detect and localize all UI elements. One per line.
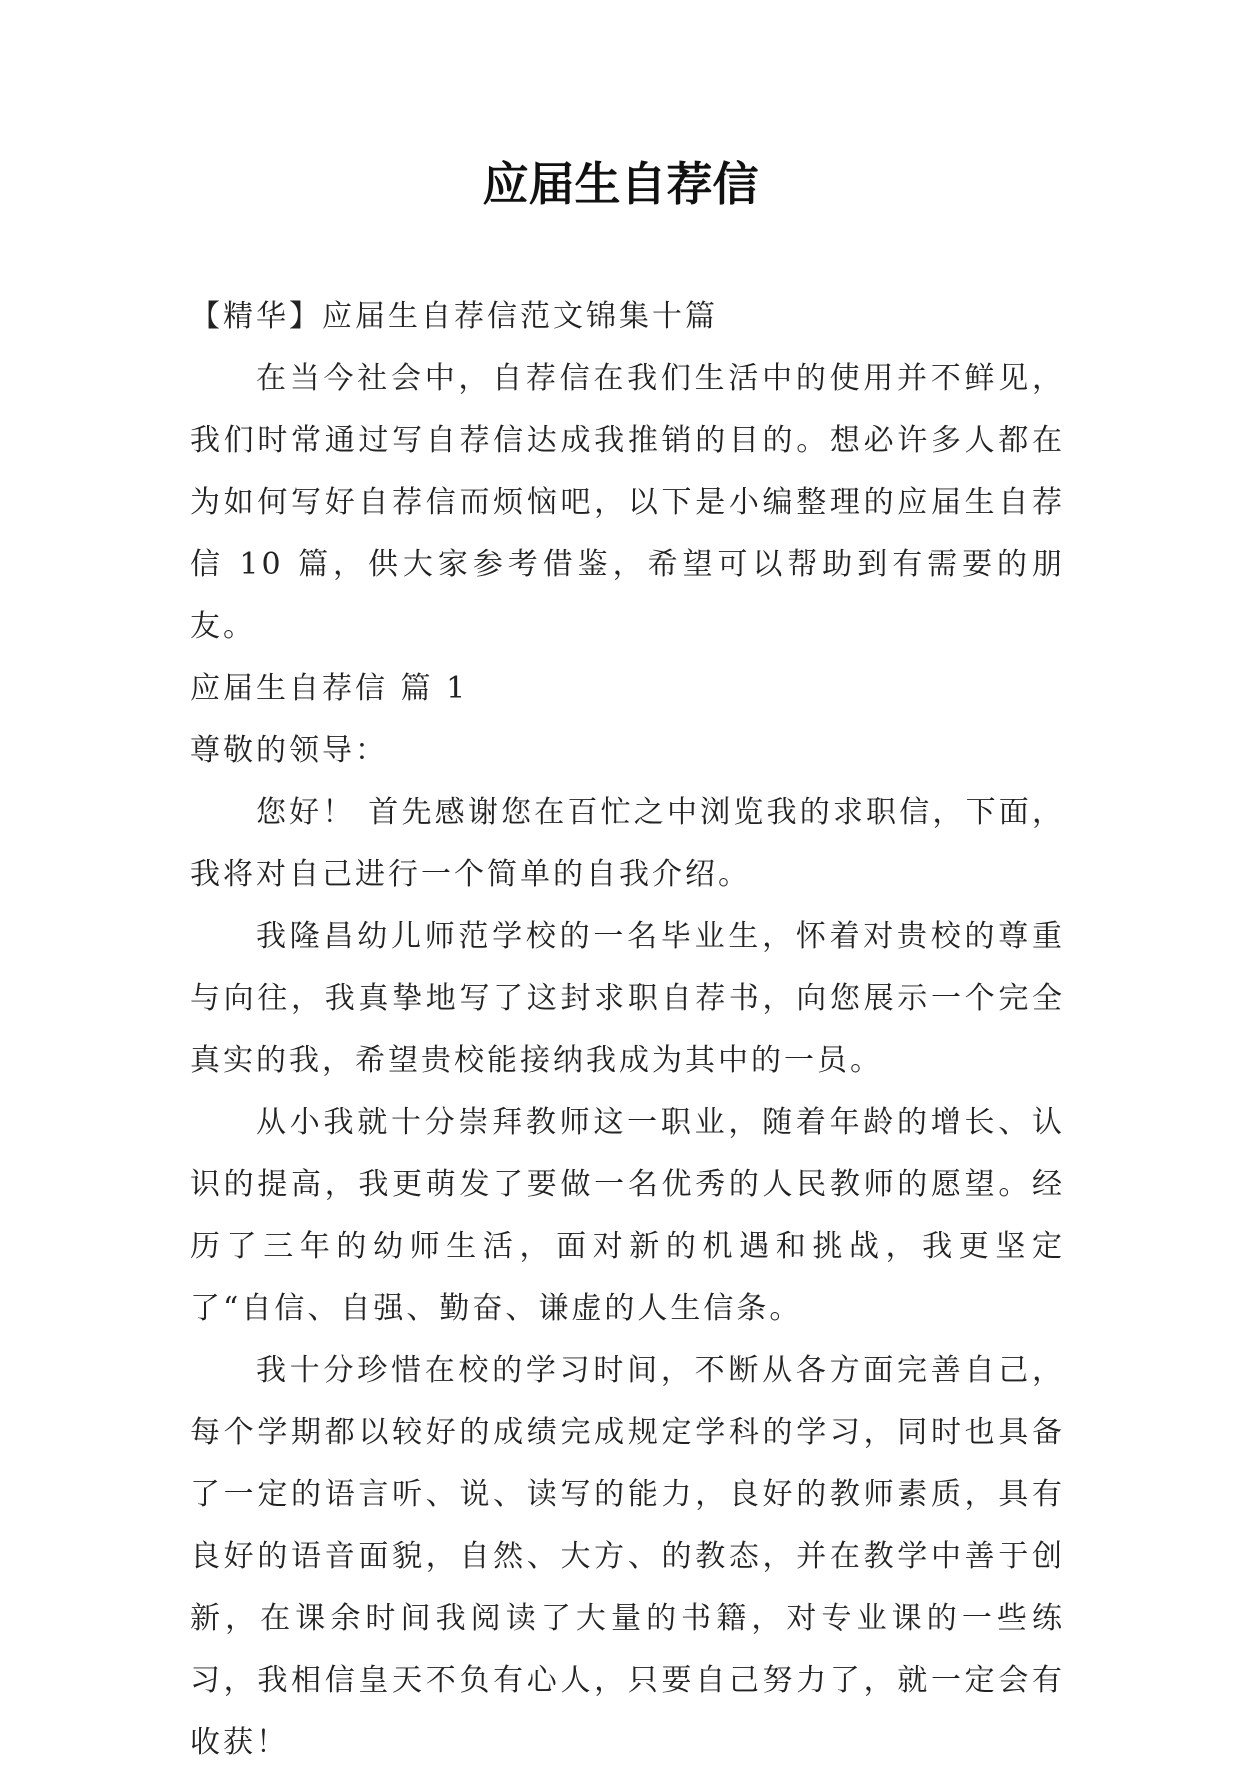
salutation: 尊敬的领导： [190,733,388,768]
document-title: 应届生自荐信 [482,157,759,211]
section-heading: 应届生自荐信 篇 1 [190,671,469,706]
document-body [190,286,1065,1774]
body-paragraph: 我十分珍惜在校的学习时间，不断从各方面完善自己，每个学期都以较好的成绩完成规定学科的学习，同时也具备了一定的语言听、说、读写的能力，良好的教师素质，具有良好的语音面貌，自然、大方、的教态，并在教学中善于创新，在课余时间我阅读了大量的书籍，对专业课的一些练习，我相信皇天不负有心人，只要自己努力了，就一定会有收获！ [190,1353,1065,1760]
intro-paragraph: 在当今社会中，自荐信在我们生活中的使用并不鲜见，我们时常通过写自荐信达成我推销的目的。想必许多人都在为如何写好自荐信而烦恼吧，以下是小编整理的应届生自荐信 10 篇，供大家参考借鉴，希望可以帮助到有需要的朋友。 [190,361,1065,644]
body-paragraph: 我隆昌幼儿师范学校的一名毕业生，怀着对贵校的尊重与向往，我真挚地写了这封求职自荐书，向您展示一个完全真实的我，希望贵校能接纳我成为其中的一员。 [190,919,1065,1078]
body-paragraph: 您好！ 首先感谢您在百忙之中浏览我的求职信，下面，我将对自己进行一个简单的自我介绍。 [190,795,1065,892]
body-paragraph: 从小我就十分崇拜教师这一职业，随着年龄的增长、认识的提高，我更萌发了要做一名优秀的人民教师的愿望。经历了三年的幼师生活，面对新的机遇和挑战，我更坚定了“自信、自强、勤奋、谦虚的人生信条。 [190,1105,1065,1326]
subtitle-line: 【精华】应届生自荐信范文锦集十篇 [190,299,718,334]
